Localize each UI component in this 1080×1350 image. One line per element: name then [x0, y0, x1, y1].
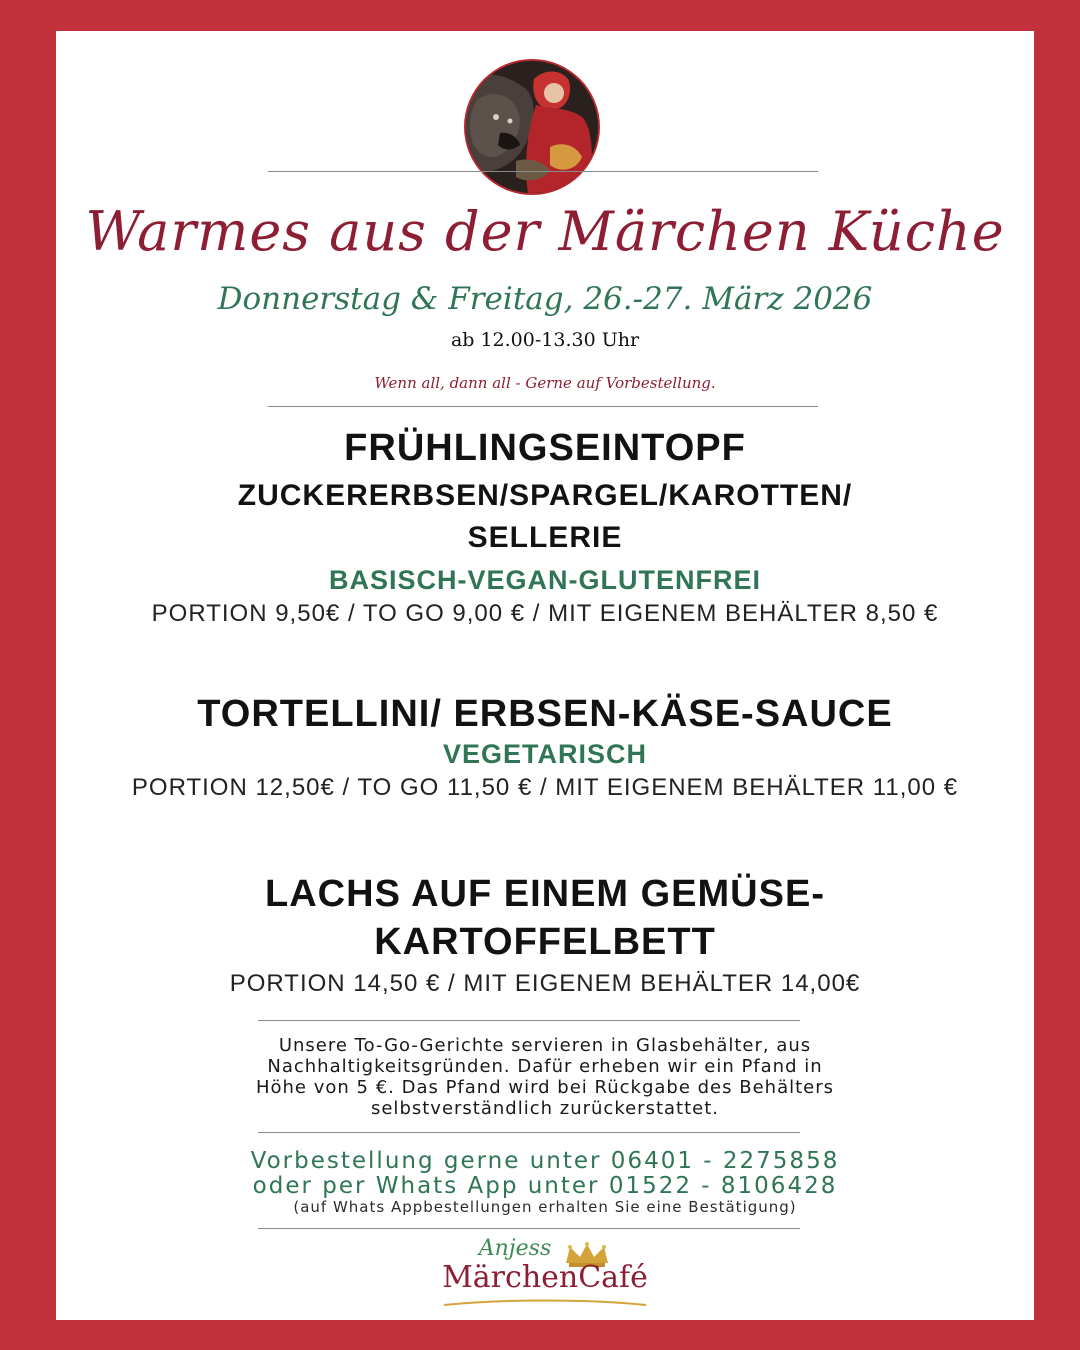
dish-1-price: PORTION 9,50€ / TO GO 9,00 € / MIT EIGENEM BEHÄLTER 8,50 €	[151, 600, 939, 627]
menu-card	[56, 31, 1034, 1320]
dish-2-title: TORTELLINI/ ERBSEN-KÄSE-SAUCE	[197, 693, 893, 735]
dish-3-price: PORTION 14,50 € / MIT EIGENEM BEHÄLTER 14,00€	[229, 970, 861, 997]
whatsapp-confirmation-note: (auf Whats Appbestellungen erhalten Sie eine Bestätigung)	[293, 1198, 797, 1216]
logo-underline-swash	[422, 1297, 668, 1311]
date-line: Donnerstag & Freitag, 26.-27. März 2026	[217, 281, 873, 317]
divider-info	[258, 1020, 800, 1021]
phone-order-line: Vorbestellung gerne unter 06401 - 2275858	[250, 1148, 840, 1174]
dish-2-price: PORTION 12,50€ / TO GO 11,50 € / MIT EIGENEM BEHÄLTER 11,00 €	[131, 774, 959, 801]
time-line: ab 12.00-13.30 Uhr	[450, 329, 640, 351]
divider-order	[258, 1132, 800, 1133]
wolf-and-girl-illustration	[466, 61, 598, 193]
whatsapp-order-line: oder per Whats App unter 01522 - 8106428	[252, 1173, 838, 1199]
dish-2-tag: VEGETARISCH	[442, 739, 648, 769]
dish-1-subtitle-1: ZUCKERERBSEN/SPARGEL/KAROTTEN/	[237, 479, 853, 512]
logo-main-text: MärchenCafé	[442, 1260, 648, 1295]
deposit-info-line-3: Höhe von 5 €. Das Pfand wird bei Rückgabe des Behälters	[255, 1077, 835, 1098]
deposit-info-line-4: selbstverständlich zurückerstattet.	[370, 1098, 720, 1119]
maerchencafe-logo	[422, 1235, 668, 1317]
deposit-info-line-2: Nachhaltigkeitsgründen. Dafür erheben wir ein Pfand in	[267, 1056, 823, 1077]
dish-1-title: FRÜHLINGSEINTOPF	[344, 427, 746, 469]
preorder-note: Wenn all, dann all - Gerne auf Vorbestellung.	[374, 374, 716, 392]
logo-top-text: Anjess	[478, 1236, 552, 1261]
dish-1-subtitle-2: SELLERIE	[467, 521, 623, 554]
dish-3-title-2: KARTOFFELBETT	[374, 921, 716, 963]
wolf-illustration-emblem	[466, 61, 598, 193]
divider-header	[268, 406, 818, 407]
deposit-info	[76, 1035, 1014, 1119]
dish-1-tag: BASISCH-VEGAN-GLUTENFREI	[328, 565, 761, 595]
divider-top	[268, 171, 818, 172]
page-title: Warmes aus der Märchen Küche	[85, 200, 1005, 263]
deposit-info-line-1: Unsere To-Go-Gerichte servieren in Glasbehälter, aus	[278, 1035, 812, 1056]
divider-logo	[258, 1228, 800, 1229]
dish-3-title-1: LACHS AUF EINEM GEMÜSE-	[265, 873, 825, 915]
